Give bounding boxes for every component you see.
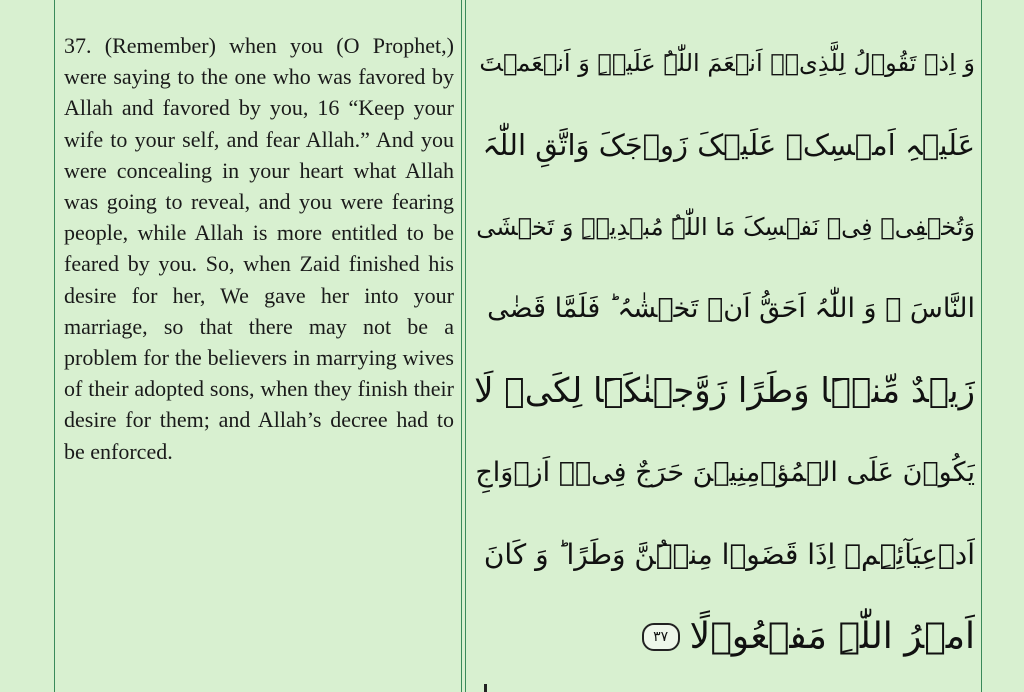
arabic-line-text: یَکُوۡنَ عَلَی الۡمُؤۡمِنِیۡنَ حَرَجٌ فِیۡۤ اَزۡوَاجِ [475, 457, 975, 488]
next-line-fragment [484, 684, 487, 692]
arabic-line-3 [470, 186, 975, 268]
arabic-line-8 [470, 596, 975, 678]
arabic-line-text: اَدۡعِیَآئِہِمۡ اِذَا قَضَوۡا مِنۡہُنَّ وَطَرًا ؕ وَ کَانَ [483, 538, 975, 571]
arabic-line-text: وَتُخۡفِیۡ فِیۡ نَفۡسِکَ مَا اللّٰہُ مُبۡدِیۡہِ وَ تَخۡشَی [476, 213, 975, 241]
translation-text: 37. (Remember) when you (O Prophet,) were saying to the one who was favored by Allah and favored by you, 16 “Keep your wife to your self, and fear Allah.” And you were concealing in your heart what Allah was going to reveal, and you were fearing people, while Allah is more entitled to be feared by you. So, when Zaid finished his desire for her, We gave her into your marriage, so that there may not be a problem for the believers in marrying wives of their adopted sons, when they finish their desire for them; and Allah’s decree had to be enforced. [64, 33, 454, 464]
arabic-line-text: عَلَیۡہِ اَمۡسِکۡ عَلَیۡکَ زَوۡجَکَ وَاتَّقِ اللّٰہَ [482, 128, 975, 162]
arabic-line-5 [470, 350, 975, 432]
arabic-column [470, 22, 975, 678]
right-margin-rule [981, 0, 982, 692]
arabic-line-1 [470, 22, 975, 104]
column-divider-rule [461, 0, 462, 692]
arabic-line-text: وَ اِذۡ تَقُوۡلُ لِلَّذِیۡۤ اَنۡعَمَ اللّٰہُ عَلَیۡہِ وَ اَنۡعَمۡتَ [479, 49, 975, 77]
arabic-line-2 [470, 104, 975, 186]
arabic-line-4 [470, 268, 975, 350]
arabic-line-text: النَّاسَ ۚ وَ اللّٰہُ اَحَقُّ اَنۡ تَخۡشٰہُ ؕ فَلَمَّا قَضٰی [487, 293, 975, 324]
column-divider-rule-inner [465, 0, 466, 692]
left-margin-rule [54, 0, 55, 692]
arabic-line-text: زَیۡدٌ مِّنۡہَا وَطَرًا زَوَّجۡنٰکَہَا لِکَیۡ لَا [474, 371, 975, 411]
arabic-line-7 [470, 514, 975, 596]
arabic-line-text: اَمۡرُ اللّٰہِ مَفۡعُوۡلًا [689, 616, 975, 657]
ayah-number-marker: ٣٧ [642, 623, 680, 651]
translation-column [64, 30, 454, 467]
arabic-line-6 [470, 432, 975, 514]
